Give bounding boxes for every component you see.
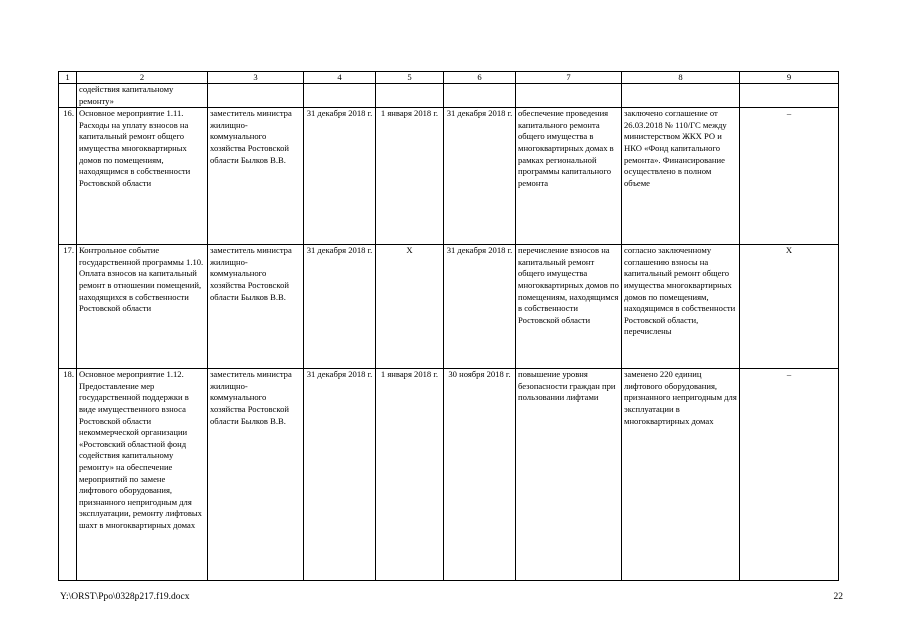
cell-fact-start: Х [376, 245, 444, 369]
cell-responsible: заместитель министра жилищно-коммунального хозяйства Ростовской области Былков В.В. [208, 245, 304, 369]
cell-row-number: 17. [59, 245, 77, 369]
cell-actual-result: согласно заключенному соглашению взносы на капитальный ремонт общего имущества многоквартирных домов по помещениям, находящимся в собственности Ростовской области, перечислены [622, 245, 740, 369]
column-number-header: 6 [444, 72, 516, 84]
cell-fact-end: 31 декабря 2018 г. [444, 245, 516, 369]
column-number-header: 2 [77, 72, 208, 84]
column-number-header: 8 [622, 72, 740, 84]
column-number-header: 4 [304, 72, 376, 84]
cell-fact-start: 1 января 2018 г. [376, 369, 444, 581]
cell-row-number: 18. [59, 369, 77, 581]
cell-name: Основное мероприятие 1.11. Расходы на уплату взносов на капитальный ремонт общего имущества многоквартирных домов по помещениям, находящимся в собственности Ростовской области [77, 108, 208, 245]
cell-actual-result: заключено соглашение от 26.03.2018 № 110/ГС между министерством ЖКХ РО и НКО «Фонд капитального ремонта». Финансирование осуществлено в полном объеме [622, 108, 740, 245]
cell-planned-result: обеспечение проведения капитального ремонта общего имущества в многоквартирных домах в рамках региональной программы капитального ремонта [516, 108, 622, 245]
cell-plan-end: 31 декабря 2018 г. [304, 108, 376, 245]
footer-page-number: 22 [833, 592, 843, 602]
cell-plan-end: 31 декабря 2018 г. [304, 369, 376, 581]
cell-name: Основное мероприятие 1.12. Предоставление мер государственной поддержки в виде имущественного взноса Ростовской области некоммерческой организации «Ростовский областной фонд содействия капитальному ремонту» на обеспечение мероприятий по замене лифтового оборудования, признанного непригодным для эксплуатации, ремонту лифтовых шахт в многоквартирных домах [77, 369, 208, 581]
cell-actual-result: заменено 220 единиц лифтового оборудования, признанного непригодным для эксплуатации в многоквартирных домах [622, 369, 740, 581]
column-number-header: 1 [59, 72, 77, 84]
column-number-header: 7 [516, 72, 622, 84]
cell-planned-result: повышение уровня безопасности граждан при пользовании лифтами [516, 369, 622, 581]
cell-name: содействия капитальному ремонту» [77, 84, 208, 108]
column-number-header: 9 [740, 72, 839, 84]
cell-problems: – [740, 369, 839, 581]
cell-responsible: заместитель министра жилищно-коммунального хозяйства Ростовской области Былков В.В. [208, 108, 304, 245]
table-row [59, 108, 839, 245]
cell-plan-end: 31 декабря 2018 г. [304, 245, 376, 369]
report-table [58, 71, 839, 581]
cell-fact-end: 31 декабря 2018 г. [444, 108, 516, 245]
cell-planned-result: перечисление взносов на капитальный ремонт общего имущества многоквартирных домов по помещениям, находящимся в собственности Ростовской области [516, 245, 622, 369]
cell-responsible: заместитель министра жилищно-коммунального хозяйства Ростовской области Былков В.В. [208, 369, 304, 581]
cell-fact-start: 1 января 2018 г. [376, 108, 444, 245]
table-header-row [59, 72, 839, 84]
footer-file-path: Y:\ORST\Ppo\0328p217.f19.docx [60, 592, 190, 602]
cell-problems: – [740, 108, 839, 245]
column-number-header: 5 [376, 72, 444, 84]
table-row [59, 245, 839, 369]
cell-name: Контрольное событие государственной программы 1.10. Оплата взносов на капитальный ремонт в отношении помещений, находящихся в собственности Ростовской области [77, 245, 208, 369]
column-number-header: 3 [208, 72, 304, 84]
continuation-row [59, 84, 839, 108]
cell-problems: Х [740, 245, 839, 369]
cell-row-number: 16. [59, 108, 77, 245]
table-row [59, 369, 839, 581]
cell-fact-end: 30 ноября 2018 г. [444, 369, 516, 581]
